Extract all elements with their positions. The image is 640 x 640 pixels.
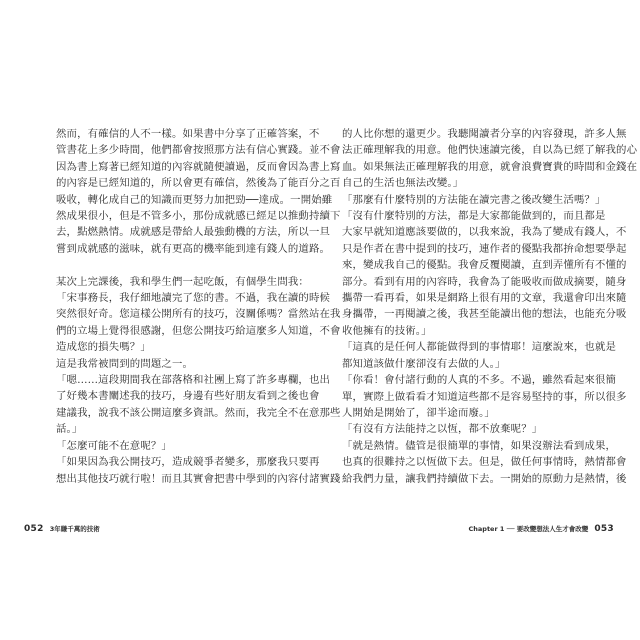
text-line: 想出其他技巧就行啦！而且其實會把書中學到的內容付諸實踐 xyxy=(56,472,341,485)
text-line: 血。如果無法正確理解我的用意，就會浪費寶貴的時間和金錢在 xyxy=(342,160,638,173)
text-line: 大家早就知道應該要做的，以我來說，我為了變成有錢人，不 xyxy=(342,226,627,239)
text-line: 突然很好奇。您這樣公開所有的技巧，沒關係嗎？當然站在我 xyxy=(56,308,341,321)
right-running-title: Chapter 1 ── 要改變想法人生才會改變 xyxy=(468,525,589,533)
text-line: 只是作者在書中提到的技巧，連作者的優點我都拚命想要學起 xyxy=(342,242,627,255)
text-line: 去，點燃熱情。成就感是帶給人最強動機的方法，所以一旦 xyxy=(56,226,331,239)
text-line: 管書花上多少時間，他們都會按照那方法有信心實踐。並不會 xyxy=(56,144,341,157)
text-line: 都知道該做什麼卻沒有去做的人。」 xyxy=(342,357,506,370)
text-line: 「有沒有方法能持之以恆，都不放棄呢？」 xyxy=(342,423,543,436)
text-line: 這是我常被問到的問題之一。 xyxy=(56,357,194,370)
left-page-text xyxy=(56,126,341,487)
text-line: 了好幾本書闡述我的技巧，身邊有些好朋友看到之後也會 xyxy=(56,390,320,403)
text-line: 身攜帶，一再閱讀之後，我甚至能讀出他的想法，也能充分吸 xyxy=(342,308,627,321)
right-page-number: 053 xyxy=(594,524,614,534)
text-line: 「沒有什麼特別的方法，都是大家都能做到的，而且都是 xyxy=(342,210,606,223)
text-line: 「就是熱情。儘管是很簡單的事情，如果沒辦法看到成果， xyxy=(342,439,617,452)
text-line: 人開始是開始了，卻半途而廢。」 xyxy=(342,406,495,419)
text-line: 自己的生活也無法改變。」 xyxy=(342,177,464,190)
text-line: 建議我，說我不該公開這麼多資訊。然而，我完全不在意那些 xyxy=(56,406,341,419)
paragraph-gap xyxy=(56,257,318,273)
text-line: 們的立場上覺得很感謝，但您公開技巧給這麼多人知道，不會 xyxy=(56,324,341,337)
text-line: 單，實際上做看看才知道這些都不是容易堅持的事，所以很多 xyxy=(342,390,627,403)
text-line: 某次上完課後，我和學生們一起吃飯，有個學生問我： xyxy=(56,275,309,288)
text-line: 「嗯……這段期間我在部落格和社團上寫了許多專欄，也出 xyxy=(56,374,331,387)
text-line: 嘗到成就感的滋味，就有更高的機率能到達有錢人的道路。 xyxy=(56,242,331,255)
text-line: 「那麼有什麼特別的方法能在讀完書之後改變生活嗎？」 xyxy=(342,193,606,206)
left-running-title: 3年賺千萬的技術 xyxy=(49,525,100,533)
text-line: 話。」 xyxy=(56,423,83,436)
text-line: 的內容是已經知道的，所以會更有確信，然後為了能百分之百 xyxy=(56,177,341,190)
text-line: 攜帶一看再看，如果是網路上很有用的文章，我還會印出來隨 xyxy=(342,292,627,305)
text-line: 收他擁有的技術。」 xyxy=(342,324,432,337)
text-line: 也真的很難持之以恆做下去。但是，做任何事情時，熱情都會 xyxy=(342,456,627,469)
text-line: 造成您的損失嗎？」 xyxy=(56,341,151,354)
text-line: 吸收，轉化成自己的知識而更努力加把勁──達成。一開始雖 xyxy=(56,193,333,206)
text-line: 「怎麼可能不在意呢？」 xyxy=(56,439,172,452)
right-page-text xyxy=(342,126,638,487)
text-line: 法正確理解我的用意。他們快速讀完後，自以為已經了解我的心 xyxy=(342,144,638,157)
left-page-footer xyxy=(24,524,100,534)
right-page-footer xyxy=(469,524,614,534)
text-line: 然成果很小，但是不管多小，那份成就感已經足以推動持續下 xyxy=(56,210,341,223)
text-line: 部分。看到有用的內容時，我會為了能吸收而做成摘要，隨身 xyxy=(342,275,627,288)
text-line: 給我們力量，讓我們持續做下去。一開始的原動力是熱情，後 xyxy=(342,472,627,485)
text-line: 來，變成我自己的優點。我會反覆閱讀，直到弄懂所有不懂的 xyxy=(342,259,627,272)
text-line: 「宋事務長，我仔細地讀完了您的書。不過，我在讀的時候 xyxy=(56,292,331,305)
text-line: 因為書上寫著已經知道的內容就隨便讀過，反而會因為書上寫 xyxy=(56,160,341,173)
text-line: 「你看！會付諸行動的人真的不多。不過，雖然看起來很簡 xyxy=(342,374,617,387)
text-line: 「這真的是任何人都能做得到的事情耶！這麼說來，也就是 xyxy=(342,341,617,354)
left-page-number: 052 xyxy=(24,524,44,534)
text-line: 「如果因為我公開技巧，造成競爭者變多，那麼我只要再 xyxy=(56,456,320,469)
text-line: 然而，有確信的人不一樣。如果書中分享了正確答案，不 xyxy=(56,128,320,140)
text-line: 的人比你想的還更少。我聽聞讀者分享的內容發現，許多人無 xyxy=(342,128,627,140)
